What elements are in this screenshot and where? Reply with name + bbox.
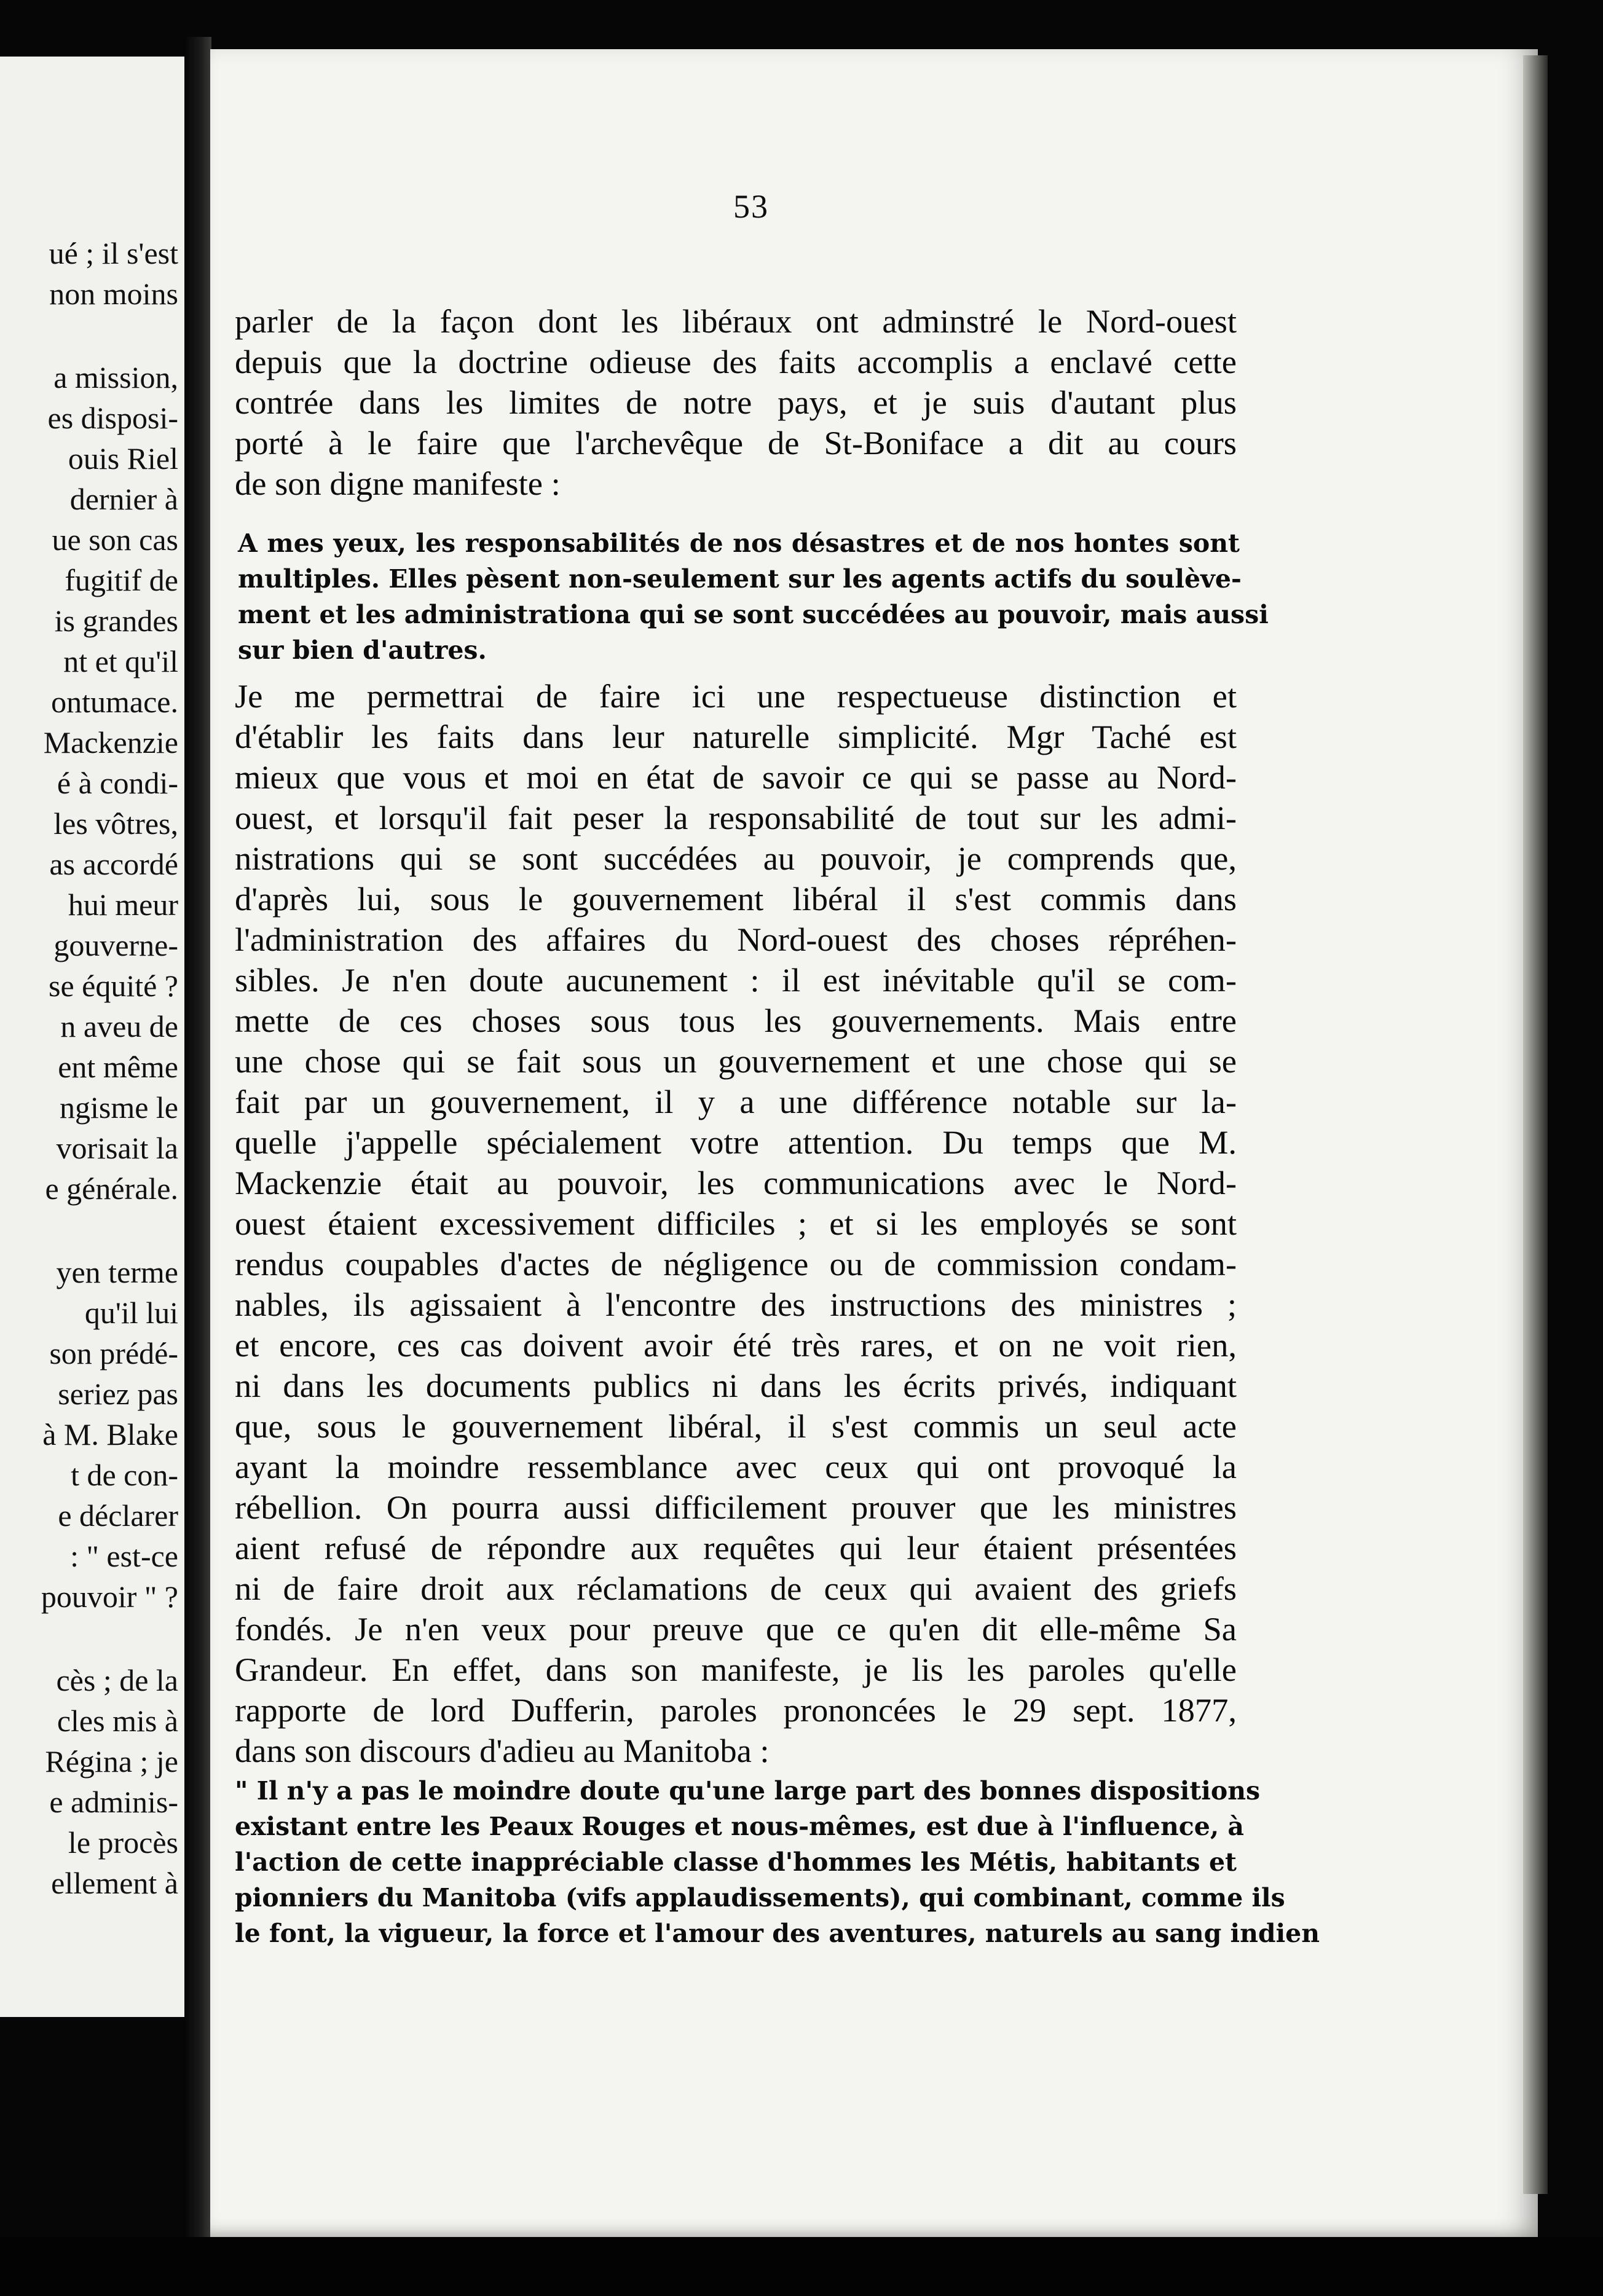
text-line: sibles. Je n'en doute aucunement : il est inévitable qu'il se com- (235, 961, 1237, 999)
text-line: nables, ils agissaient à l'encontre des instructions des ministres ; (235, 1286, 1237, 1323)
previous-page-line: ue son cas (52, 522, 178, 557)
paragraph-intro (235, 301, 1237, 504)
text-line: ni dans les documents publics ni dans les écrits privés, indiquant (235, 1367, 1237, 1404)
text-line: rébellion. On pourra aussi difficilement prouver que les ministres (235, 1488, 1237, 1526)
text-line: depuis que la doctrine odieuse des faits accomplis a enclavé cette (235, 343, 1237, 380)
quote-line: pionniers du Manitoba (vifs applaudissements), qui combinant, comme ils (235, 1883, 1285, 1913)
text-line: d'après lui, sous le gouvernement libéral il s'est commis dans (235, 880, 1237, 918)
text-line: ouest étaient excessivement difficiles ; et si les employés se sont (235, 1205, 1237, 1242)
text-line: fait par un gouvernement, il y a une différence notable sur la- (235, 1083, 1237, 1120)
text-line: Grandeur. En effet, dans son manifeste, je lis les paroles qu'elle (235, 1651, 1237, 1688)
text-line: rapporte de lord Dufferin, paroles prononcées le 29 sept. 1877, (235, 1691, 1237, 1729)
previous-page-line: t de con- (71, 1458, 178, 1492)
previous-page-line: as accordé (49, 847, 178, 881)
quote-line: le font, la vigueur, la force et l'amour des aventures, naturels au sang indien (235, 1919, 1320, 1948)
previous-page-line: e déclarer (58, 1498, 178, 1533)
previous-page-line: n aveu de (60, 1009, 178, 1044)
previous-page-line: gouverne- (53, 928, 178, 962)
previous-page-line: ellement à (51, 1866, 178, 1900)
text-line: ayant la moindre ressemblance avec ceux qui ont provoqué la (235, 1448, 1237, 1485)
previous-page-line: les vôtres, (53, 806, 178, 841)
text-line: de son digne manifeste : (235, 465, 561, 502)
previous-page-line: e générale. (45, 1171, 178, 1206)
previous-page-line: à M. Blake (42, 1417, 178, 1452)
previous-page-fragment (0, 57, 184, 2017)
text-line: porté à le faire que l'archevêque de St-Boniface a dit au cours (235, 424, 1237, 462)
previous-page-line: nt et qu'il (63, 644, 178, 678)
quote-line: l'action de cette inappréciable classe d'hommes les Métis, habitants et (235, 1847, 1237, 1877)
previous-page-line: e adminis- (49, 1785, 178, 1819)
text-line: rendus coupables d'actes de négligence ou de commission condam- (235, 1245, 1237, 1283)
previous-page-line: ouis Riel (68, 441, 178, 476)
text-line: dans son discours d'adieu au Manitoba : (235, 1732, 770, 1769)
previous-page-line: ngisme le (59, 1090, 178, 1125)
previous-page-line: es disposi- (47, 401, 178, 435)
text-line: d'établir les faits dans leur naturelle simplicité. Mgr Taché est (235, 718, 1237, 755)
previous-page-line: cles mis à (57, 1704, 178, 1738)
text-line: fondés. Je n'en veux pour preuve que ce qu'en dit elle-même Sa (235, 1610, 1237, 1648)
previous-page-line: seriez pas (58, 1377, 178, 1411)
previous-page-line: Régina ; je (45, 1744, 178, 1779)
scan-border (0, 2237, 1603, 2296)
previous-page-line: é à condi- (57, 766, 178, 800)
previous-page-line: cès ; de la (56, 1663, 178, 1697)
previous-page-line: dernier à (69, 482, 178, 516)
quotation-block-lord-dufferin (235, 1773, 1320, 1951)
previous-page-line: le procès (68, 1825, 178, 1860)
previous-page-line: se équité ? (48, 969, 178, 1003)
previous-page-line: pouvoir " ? (41, 1579, 178, 1614)
binding-gutter (184, 37, 211, 2286)
text-line: parler de la façon dont les libéraux ont adminstré le Nord-ouest (235, 302, 1237, 340)
text-line: mieux que vous et moi en état de savoir ce qui se passe au Nord- (235, 758, 1237, 796)
previous-page-line: hui meur (68, 887, 178, 922)
page-number: 53 (733, 188, 769, 225)
previous-page-line: fugitif de (65, 563, 178, 597)
previous-page-line: is grandes (54, 603, 178, 638)
quote-line: A mes yeux, les responsabilités de nos désastres et de nos hontes sont (238, 529, 1240, 558)
previous-page-line: ent même (58, 1050, 178, 1084)
previous-page-line: ontumace. (51, 685, 178, 719)
quotation-block (238, 525, 1269, 668)
previous-page-line: vorisait la (56, 1131, 178, 1165)
text-line: et encore, ces cas doivent avoir été très rares, et on ne voit rien, (235, 1326, 1237, 1364)
text-line: que, sous le gouvernement libéral, il s'est commis un seul acte (235, 1407, 1237, 1445)
previous-page-line: ué ; il s'est (49, 236, 178, 270)
previous-page-line: Mackenzie (43, 725, 178, 760)
quote-line: " Il n'y a pas le moindre doute qu'une large part des bonnes dispositions (235, 1776, 1261, 1806)
document-page (210, 49, 1538, 2237)
text-line: nistrations qui se sont succédées au pouvoir, je comprends que, (235, 839, 1237, 877)
previous-page-line: a mission, (53, 360, 178, 395)
previous-page-line: yen terme (56, 1255, 178, 1289)
text-line: mette de ces choses sous tous les gouvernements. Mais entre (235, 1002, 1237, 1039)
text-line: ouest, et lorsqu'il fait peser la responsabilité de tout sur les admi- (235, 799, 1237, 836)
quote-line: existant entre les Peaux Rouges et nous-mêmes, est due à l'influence, à (235, 1812, 1244, 1841)
text-line: l'administration des affaires du Nord-ouest des choses répréhen- (235, 921, 1237, 958)
text-line: contrée dans les limites de notre pays, et je suis d'autant plus (235, 383, 1237, 421)
text-line: quelle j'appelle spécialement votre attention. Du temps que M. (235, 1123, 1237, 1161)
quote-line: multiples. Elles pèsent non-seulement sur les agents actifs du soulève- (238, 564, 1242, 594)
page-edge (1523, 55, 1548, 2194)
previous-page-line: qu'il lui (84, 1295, 178, 1330)
text-line: Mackenzie était au pouvoir, les communications avec le Nord- (235, 1164, 1237, 1201)
paragraph-main (235, 676, 1237, 1771)
previous-page-line: non moins (49, 277, 178, 311)
text-line: ni de faire droit aux réclamations de ceux qui avaient des griefs (235, 1570, 1237, 1607)
text-line: une chose qui se fait sous un gouvernement et une chose qui se (235, 1042, 1237, 1080)
text-line: Je me permettrai de faire ici une respectueuse distinction et (235, 677, 1237, 715)
text-line: aient refusé de répondre aux requêtes qui leur étaient présentées (235, 1529, 1237, 1567)
quote-line: sur bien d'autres. (238, 635, 487, 665)
previous-page-line: : " est-ce (70, 1539, 178, 1573)
previous-page-line: son prédé- (49, 1336, 178, 1370)
quote-line: ment et les administrationa qui se sont succédées au pouvoir, mais aussi (238, 600, 1269, 629)
